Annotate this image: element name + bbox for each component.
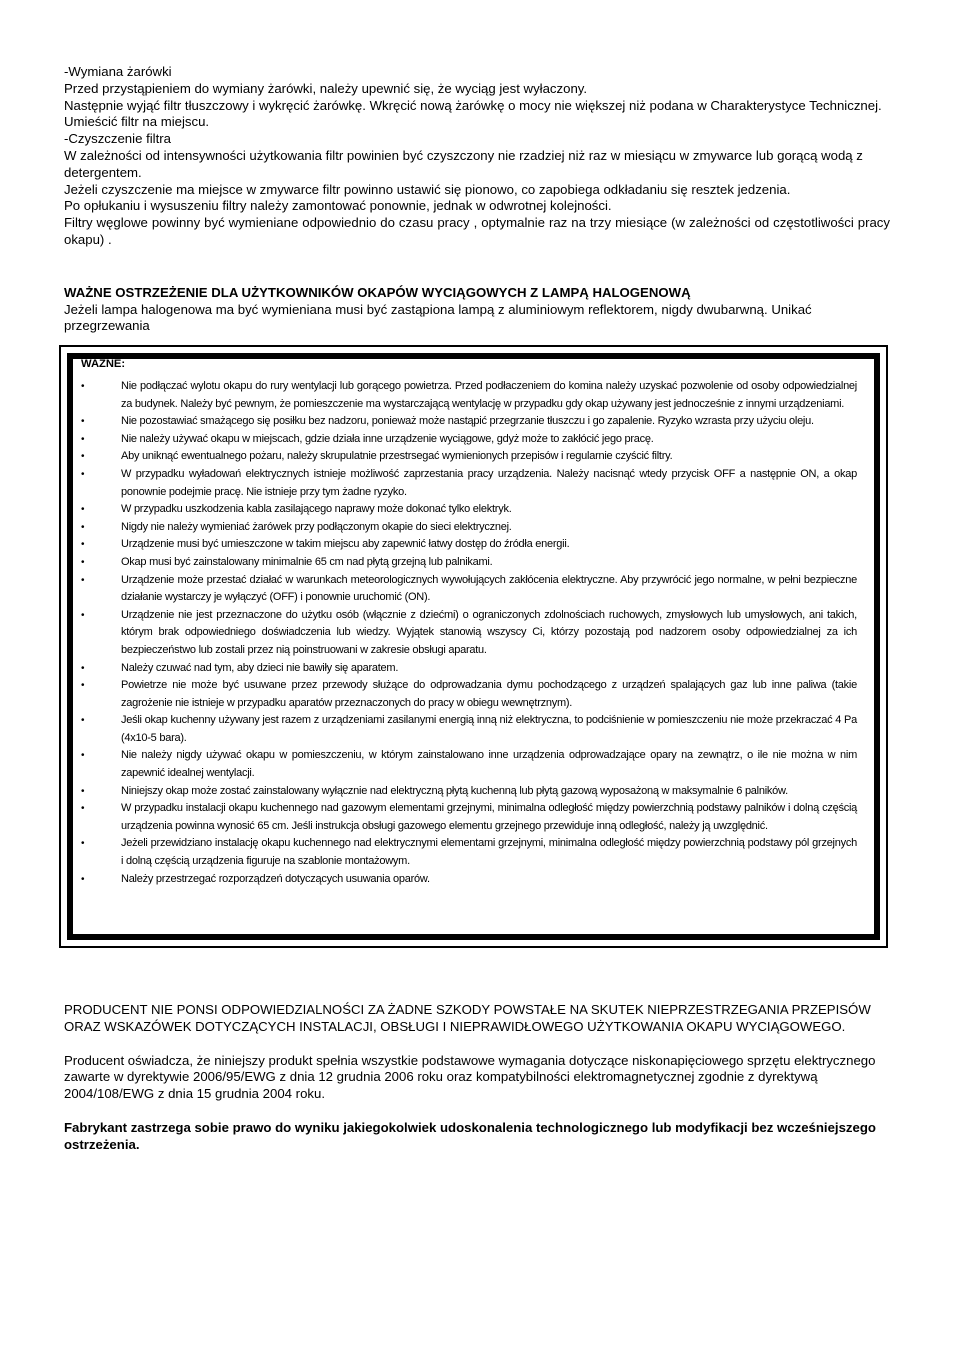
paragraph-bulb-steps: Następnie wyjąć filtr tłuszczowy i wykręcić żarówkę. Wkręcić nową żarówkę o mocy nie większej niż podana w Charakterystyce Technicznej. Umieścić filtr na miejscu.	[64, 97, 882, 130]
warning-list-item	[81, 835, 857, 870]
warning-list-item	[81, 783, 857, 801]
warning-list-item	[81, 747, 857, 782]
modification-reservation: Fabrykant zastrzega sobie prawo do wyniku jakiegokolwiek udoskonalenia technologicznego lub modyfikacji bez wcześniejszego ostrzeżenia.	[64, 1119, 876, 1152]
bullet-icon: •	[81, 521, 85, 533]
paragraph-filter-reassembly: Po opłukaniu i wysuszeniu filtry należy zamontować ponownie, jednak w odwrotnej kolejności.	[64, 198, 612, 214]
important-warning-box	[59, 345, 888, 948]
bullet-icon: •	[81, 556, 85, 568]
warning-item-text: Jeśli okap kuchenny używany jest razem z urządzeniami zasilanymi energią inną niż elektryczna, to podciśnienie w pomieszczeniu nie może przekraczać 4 Pa (4x10-5 bara).	[121, 714, 857, 744]
warning-list-item	[81, 378, 857, 413]
bullet-icon: •	[81, 381, 85, 392]
warning-list-item	[81, 712, 857, 747]
warning-item-text: W przypadku wyładowań elektrycznych istnieje możliwość zaprzestania pracy urządzenia. Należy nacisnąć wtedy przycisk OFF a następnie ON, a okap ponownie podejmie pracę. Nie istnieje przy tym żadne ryzyko.	[121, 467, 857, 498]
warning-list-item	[81, 800, 857, 835]
warning-list-item	[81, 660, 857, 678]
bullet-icon: •	[81, 416, 85, 428]
liability-disclaimer: PRODUCENT NIE PONSI ODPOWIEDZIALNOŚCI ZA ŻADNE SZKODY POWSTAŁE NA SKUTEK NIEPRZESTRZEGANIA PRZEPISÓW ORAZ WSKAZÓWEK DOTYCZĄCYCH INSTALACJI, OBSŁUGI I NIEPRAWIDŁOWEGO UŻYTKOWANIA OKAPU WYCIĄGOWEGO.	[64, 1002, 871, 1034]
bullet-icon: •	[81, 451, 85, 463]
bullet-icon: •	[81, 803, 85, 815]
bullet-icon: •	[81, 785, 85, 797]
bullet-icon: •	[81, 539, 85, 551]
maintenance-section	[64, 64, 890, 335]
warning-list-item	[81, 572, 857, 607]
bullet-icon: •	[81, 715, 85, 727]
halogen-warning-heading: WAŻNE OSTRZEŻENIE DLA UŻYTKOWNIKÓW OKAPÓW WYCIĄGOWYCH Z LAMPĄ HALOGENOWĄ	[64, 284, 691, 300]
warning-item-text: Jeżeli przewidziano instalację okapu kuchennego nad elektrycznymi elementami grzejnymi, minimalna odległość między powierzchnią podstawy pól grzejnych i dolną częścią urządzenia figuruje na szablonie montażowym.	[121, 837, 857, 868]
warning-list-item	[81, 677, 857, 712]
warning-list-item	[81, 448, 857, 466]
warning-item-text: Urządzenie nie jest przeznaczone do użytku osób (włącznie z dziećmi) o ograniczonych zdolnościach ruchowych, zmysłowych lub umysłowych, ani takich, którym brak odpowiedniego doświadczenia lub wiedzy. Wyjątek stanowią wszyscy Ci, którzy pozostają pod nadzorem osoby odpowiedzialnej za ich bezpieczeństwo lub zostali przez nią poinstruowani w zakresie obsługi aparatu.	[121, 608, 857, 656]
warning-item-text: Powietrze nie może być usuwane przez przewody służące do odprowadzania dymu pochodzącego z urządzeń spalających gaz lub inne paliwa (takie zagrożenie nie istnieje w przypadku aparatów przeznaczonych do pracy w obiegu wewnętrznym).	[121, 679, 857, 709]
warning-item-text: Należy przestrzegać rozporządzeń dotyczących usuwania oparów.	[121, 872, 430, 885]
paragraph-filter-frequency: W zależności od intensywności użytkowania filtr powinien być czyszczony nie rzadziej niż raz w miesiącu w zmywarce lub gorącą wodą z detergentem.	[64, 147, 863, 180]
warning-item-text: Nie należy nigdy używać okapu w pomieszczeniu, w którym zainstalowano inne urządzenia odprowadzające opary na zewnątrz, o ile nie można w nim zapewnić idealnej wentylacji.	[121, 749, 857, 780]
warning-list-item	[81, 413, 857, 431]
halogen-warning-text: Jeżeli lampa halogenowa ma być wymieniana musi być zastąpiona lampą z aluminiowym reflektorem, nigdy dwubarwną. Unikać przegrzewania	[64, 301, 812, 334]
warning-list-item	[81, 519, 857, 537]
bullet-icon: •	[81, 873, 85, 885]
bullet-icon: •	[81, 433, 85, 445]
warning-list-item	[81, 536, 857, 554]
warning-list-item	[81, 554, 857, 572]
warning-item-text: Niniejszy okap może zostać zainstalowany wyłącznie nad elektryczną płytą kuchenną lub płytą gazową wyposażoną w maksymalnie 6 palników.	[121, 784, 788, 797]
warning-item-text: Należy czuwać nad tym, aby dzieci nie bawiły się aparatem.	[121, 661, 399, 674]
heading-bulb-replacement: -Wymiana żarówki	[64, 64, 172, 79]
warning-list	[81, 378, 857, 888]
warning-item-text: Urządzenie może przestać działać w warunkach meteorologicznych wywołujących zakłócenia elektryczne. Aby przywrócić jego normalne, w pełni bezpieczne działanie wystarczy je wyłączyć (OFF) i ponownie uruchomić (ON).	[121, 573, 857, 604]
warning-box-title: WAŻNE:	[81, 358, 126, 370]
warning-list-item	[81, 501, 857, 519]
bullet-icon: •	[81, 574, 85, 586]
bullet-icon: •	[81, 680, 85, 692]
bullet-icon: •	[81, 838, 85, 850]
warning-item-text: Nie podłączać wylotu okapu do rury wentylacji lub gorącego powietrza. Przed podłaczeniem do komina należy uzyskać pozwolenie od osoby odpowiedzialnej za budynek. Należy być pewnym, że pomieszczenie ma wystarczającą wentylację w przypadku gdy okap używany jest jednocześnie z innymi urządzeniami.	[121, 380, 857, 410]
warning-box-content	[81, 357, 857, 888]
warning-item-text: Aby uniknąć ewentualnego pożaru, należy skrupulatnie przestrsegać wymienionych przepisów i regularnie czyścić filtry.	[121, 450, 673, 463]
warning-item-text: Okap musi być zainstalowany minimalnie 65 cm nad płytą grzejną lub palnikami.	[121, 555, 493, 568]
bullet-icon: •	[81, 662, 85, 674]
warning-list-item	[81, 871, 857, 889]
warning-list-item	[81, 466, 857, 501]
paragraph-bulb-precaution: Przed przystąpieniem do wymiany żarówki, należy upewnić się, że wyciąg jest wyłaczony.	[64, 80, 588, 96]
warning-item-text: Nie pozostawiać smażącego się posiłku bez nadzoru, ponieważ może nastąpić przegrzanie tłuszczu i go zapalenie. Ryzyko wzrasta przy użyciu oleju.	[121, 415, 814, 428]
heading-filter-cleaning: -Czyszczenie filtra	[64, 131, 171, 147]
bullet-icon: •	[81, 468, 85, 480]
bullet-icon: •	[81, 609, 85, 621]
paragraph-carbon-filters: Filtry węglowe powinny być wymieniane odpowiednio do czasu pracy , optymalnie raz na trzy miesiące (w zależności od częstotliwości pracy okapu) .	[64, 215, 890, 247]
conformity-declaration: Producent oświadcza, że niniejszy produkt spełnia wszystkie podstawowe wymagania dotyczące niskonapięciowego sprzętu elektrycznego zawarte w dyrektywie 2006/95/EWG z dnia 12 grudnia 2006 roku oraz kompatybilności elektromagnetycznej zgodnie z dyrektywą 2004/108/EWG z dnia 15 grudnia 2004 roku.	[64, 1052, 876, 1102]
warning-item-text: Nie należy używać okapu w miejscach, gdzie działa inne urządzenie wyciągowe, gdyż może to zakłócić jego pracę.	[121, 432, 654, 445]
warning-item-text: Nigdy nie należy wymieniać żarówek przy podłączonym okapie do sieci elektrycznej.	[121, 520, 512, 533]
warning-list-item	[81, 431, 857, 449]
warning-list-item	[81, 607, 857, 660]
warning-item-text: W przypadku uszkodzenia kabla zasilającego naprawy może dokonać tylko elektryk.	[121, 503, 512, 516]
warning-item-text: W przypadku instalacji okapu kuchennego nad gazowym elementami grzejnymi, minimalna odległość między powierzchnią podstawy palników i dolną częścią urządzenia powinna wynosić 65 cm. Jeśli instrukcja obsługi gazowego elementu grzejnego przewiduje inną odległość, należy ją uwzględnić.	[121, 802, 857, 832]
warning-item-text: Urządzenie musi być umieszczone w takim miejscu aby zapewnić łatwy dostęp do źródła energii.	[121, 538, 570, 551]
bullet-icon: •	[81, 504, 85, 516]
footer-section	[64, 1002, 890, 1171]
bullet-icon: •	[81, 750, 85, 762]
paragraph-dishwasher-note: Jeżeli czyszczenie ma miejsce w zmywarce filtr powinno ustawić się pionowo, co zapobiega odkładaniu się resztek jedzenia.	[64, 181, 791, 197]
halogen-warning-section	[64, 285, 890, 335]
